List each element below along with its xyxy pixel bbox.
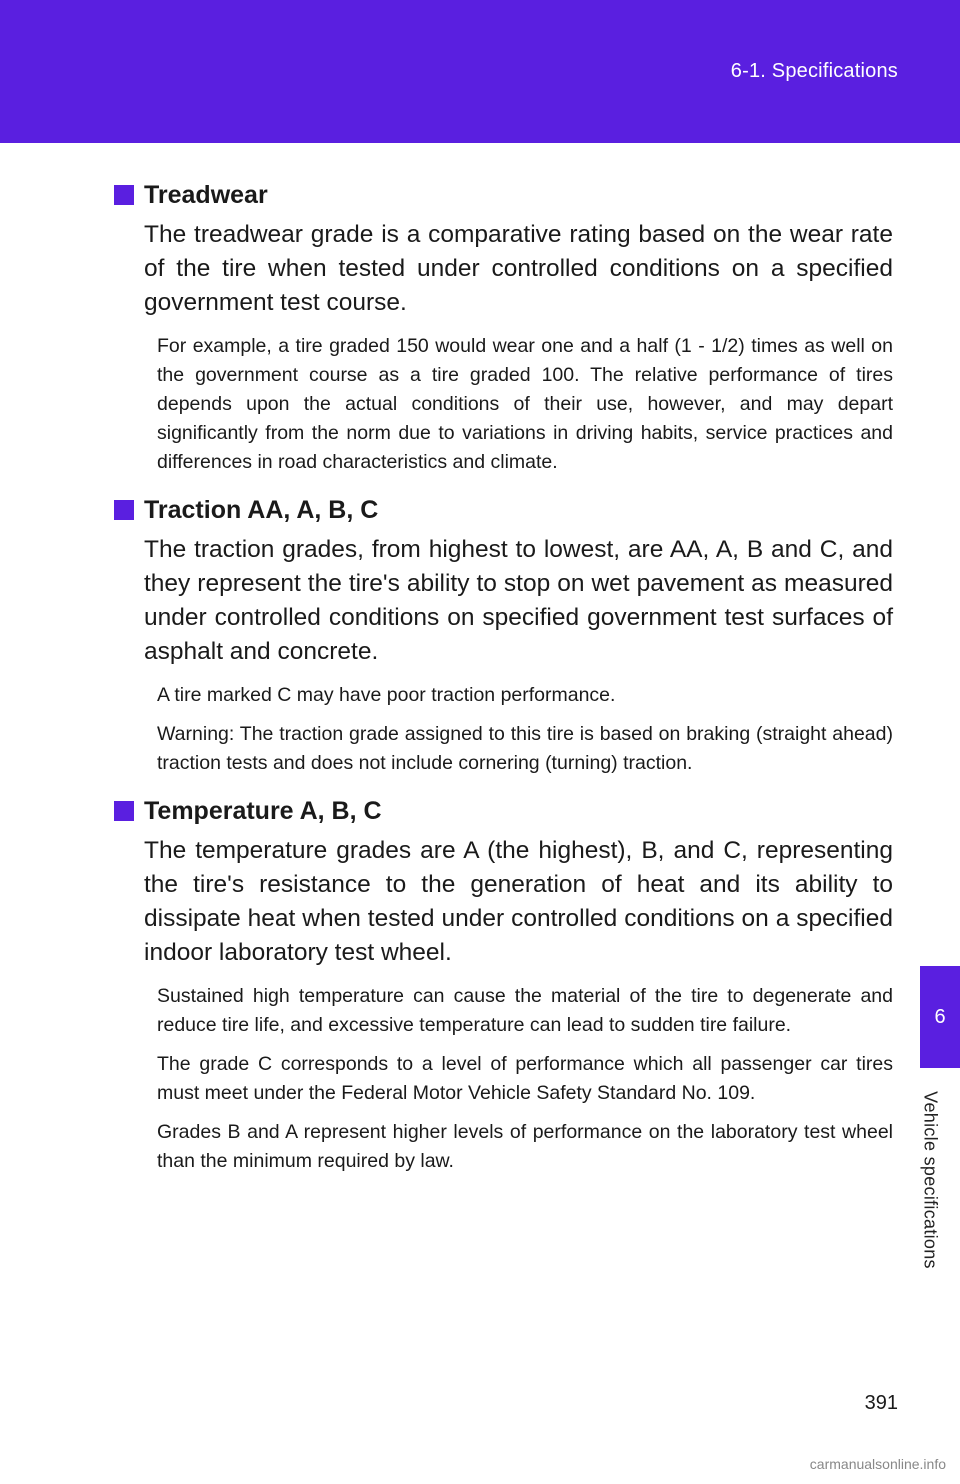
square-bullet-icon	[114, 185, 134, 205]
header-bar	[0, 0, 960, 143]
note-paragraph: The grade C corresponds to a level of performance which all passenger car tires must meet under the Federal Motor Vehicle Safety Standard No. 109.	[157, 1053, 893, 1104]
note-paragraph: Sustained high temperature can cause the material of the tire to degenerate and reduce tire life, and excessive temperature can lead to sudden tire failure.	[157, 985, 893, 1036]
lead-paragraph: The traction grades, from highest to lowest, are AA, A, B and C, and they represent the tire's ability to stop on wet pavement as measured under controlled conditions on specified government test surfaces of asphalt and concrete.	[144, 536, 893, 665]
section-traction	[114, 493, 893, 778]
heading-text: Temperature A, B, C	[144, 797, 382, 825]
note-paragraph: Grades B and A represent higher levels of performance on the laboratory test wheel than the minimum required by law.	[157, 1121, 893, 1172]
page-number: 391	[864, 1392, 898, 1414]
square-bullet-icon	[114, 801, 134, 821]
chapter-tab: 6	[920, 966, 960, 1068]
heading-text: Traction AA, A, B, C	[144, 496, 379, 524]
section-treadwear	[114, 178, 893, 477]
note-paragraph: A tire marked C may have poor traction performance.	[157, 684, 616, 706]
note-paragraph: Warning: The traction grade assigned to this tire is based on braking (straight ahead) traction tests and does not include cornering (turning) traction.	[157, 723, 893, 774]
section-temperature	[114, 794, 893, 1176]
section-title: 6-1. Specifications	[730, 60, 898, 82]
square-bullet-icon	[114, 500, 134, 520]
section-heading	[114, 493, 893, 527]
chapter-label: Vehicle specifications	[920, 1091, 941, 1269]
heading-text: Treadwear	[144, 181, 268, 209]
lead-paragraph: The temperature grades are A (the highest), B, and C, representing the tire's resistance to the generation of heat and its ability to dissipate heat when tested under controlled conditions on a specified indoor laboratory test wheel.	[144, 837, 893, 966]
note-paragraph: For example, a tire graded 150 would wear one and a half (1 - 1/2) times as well on the government course as a tire graded 100. The relative performance of tires depends upon the actual conditions of their use, however, and may depart significantly from the norm due to variations in driving habits, service practices and differences in road characteristics and climate.	[157, 335, 893, 473]
section-heading	[114, 178, 893, 212]
section-heading	[114, 794, 893, 828]
page-content	[114, 178, 893, 1192]
lead-paragraph: The treadwear grade is a comparative rating based on the wear rate of the tire when tested under controlled conditions on a specified government test course.	[144, 221, 893, 316]
watermark: carmanualsonline.info	[809, 1456, 946, 1472]
